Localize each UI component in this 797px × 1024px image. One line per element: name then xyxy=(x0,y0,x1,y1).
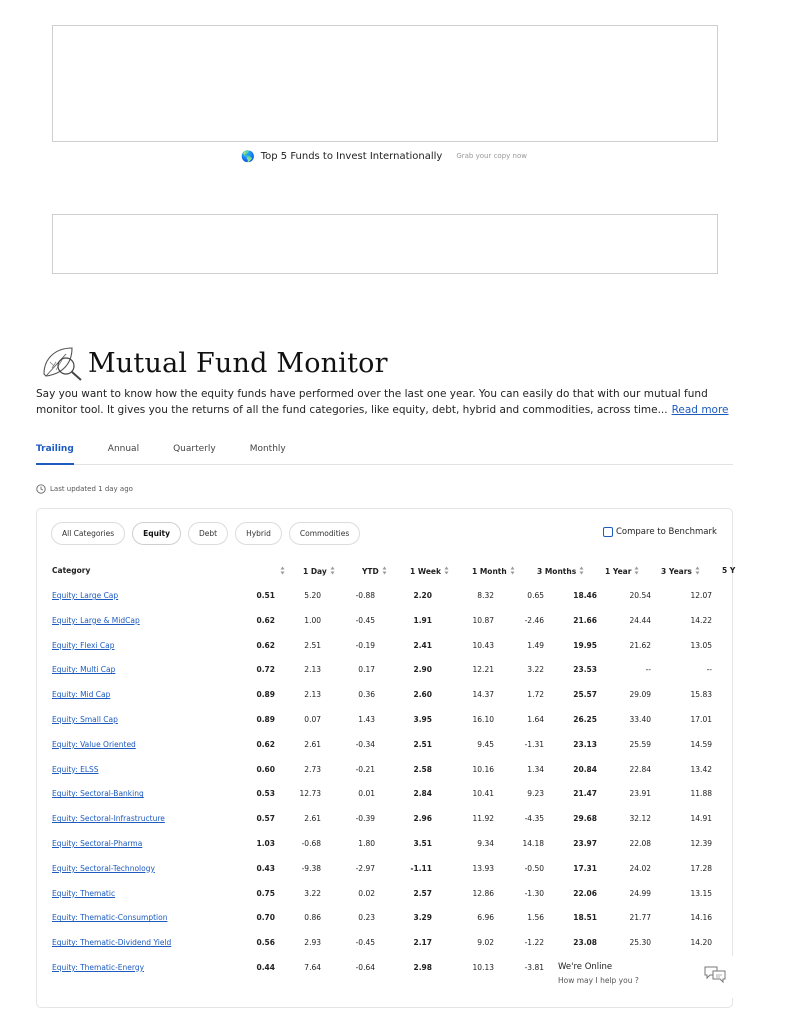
return-value: -0.68 xyxy=(301,838,321,848)
return-value: 11.92 xyxy=(472,814,494,824)
return-value: 24.99 xyxy=(629,888,651,898)
table-row xyxy=(37,733,797,758)
return-value: 0.75 xyxy=(256,888,275,898)
return-value: 9.34 xyxy=(477,838,494,848)
page-description xyxy=(36,386,736,418)
return-value: 0.53 xyxy=(256,789,275,799)
header-3-years[interactable] xyxy=(661,566,700,577)
table-row xyxy=(37,758,797,783)
sort-icon[interactable] xyxy=(444,566,449,577)
header-1-year-label: 1 Year xyxy=(605,567,632,576)
description-text: Say you want to know how the equity funds have performed over the last one year. You can easily do that with our mutual fund monitor tool. It gives you the returns of all the fund categories, like equity, debt, hybrid and commodities, across time... xyxy=(36,388,708,416)
return-value: 14.20 xyxy=(690,938,712,948)
return-value: -1.11 xyxy=(410,863,432,873)
filter-debt[interactable]: Debt xyxy=(188,522,228,545)
return-value: 2.73 xyxy=(304,764,321,774)
return-value: 0.02 xyxy=(358,888,375,898)
category-link[interactable]: Equity: Thematic xyxy=(52,888,116,898)
return-value: 0.86 xyxy=(304,913,321,923)
return-value: 17.31 xyxy=(573,863,597,873)
category-link[interactable]: Equity: Large & MidCap xyxy=(52,615,140,625)
category-link[interactable]: Equity: Flexi Cap xyxy=(52,640,115,650)
category-link[interactable]: Equity: ELSS xyxy=(52,764,99,774)
return-value: 0.89 xyxy=(256,714,275,724)
return-value: -0.21 xyxy=(355,764,375,774)
header-category-label: Category xyxy=(52,566,91,575)
return-value: 18.51 xyxy=(573,913,597,923)
return-value: 0.51 xyxy=(256,591,275,600)
tab-trailing[interactable]: Trailing xyxy=(36,440,74,465)
return-value: 1.91 xyxy=(413,615,432,625)
clock-icon xyxy=(36,484,46,494)
return-value: 2.51 xyxy=(304,640,321,650)
return-value: 29.68 xyxy=(573,814,597,824)
return-value: 0.62 xyxy=(256,739,275,749)
return-value: 26.25 xyxy=(573,714,597,724)
return-value: -2.46 xyxy=(524,615,544,625)
return-value: 29.09 xyxy=(629,690,651,700)
return-value: 1.34 xyxy=(527,764,544,774)
sort-icon[interactable] xyxy=(330,566,335,577)
return-value: 1.56 xyxy=(527,913,544,923)
category-filters xyxy=(51,522,360,545)
return-value: 9.45 xyxy=(477,739,494,749)
return-value: 25.57 xyxy=(573,690,597,700)
return-value: 2.96 xyxy=(413,814,432,824)
return-value: 20.84 xyxy=(573,764,597,774)
return-value: 0.70 xyxy=(256,913,275,923)
return-value: 13.42 xyxy=(690,764,712,774)
last-updated-text: Last updated 1 day ago xyxy=(50,485,133,493)
tab-annual[interactable]: Annual xyxy=(107,444,140,454)
return-value: 14.22 xyxy=(690,615,712,625)
return-value: 2.13 xyxy=(304,690,321,700)
category-link[interactable]: Equity: Thematic-Consumption xyxy=(52,913,168,923)
return-value: 17.01 xyxy=(690,714,712,724)
return-value: 1.03 xyxy=(256,838,275,848)
return-value: 2.60 xyxy=(413,690,432,700)
return-value: 11.88 xyxy=(690,789,712,799)
return-value: 3.22 xyxy=(304,888,321,898)
category-link[interactable]: Equity: Sectoral-Technology xyxy=(52,863,155,873)
category-link[interactable]: Equity: Sectoral-Pharma xyxy=(52,838,143,848)
table-row xyxy=(37,832,797,857)
filter-equity[interactable]: Equity xyxy=(132,522,181,545)
header-3-months[interactable] xyxy=(537,566,584,577)
return-value: 14.16 xyxy=(690,913,712,923)
globe-icon: 🌎 xyxy=(241,149,255,163)
promo-text[interactable]: Top 5 Funds to Invest Internationally xyxy=(260,150,443,162)
return-value: 17.28 xyxy=(690,863,712,873)
promo-cta[interactable]: Grab your copy now xyxy=(456,152,527,160)
return-value: 9.23 xyxy=(527,789,544,799)
table-row xyxy=(37,882,797,907)
return-value: 23.53 xyxy=(573,665,597,675)
return-value: 3.51 xyxy=(413,838,432,848)
return-value: 1.64 xyxy=(527,714,544,724)
return-value: 25.59 xyxy=(629,739,651,749)
return-value: 0.62 xyxy=(256,640,275,650)
return-value: 1.72 xyxy=(527,690,544,700)
page-title: Mutual Fund Monitor xyxy=(88,347,388,379)
header-5-years[interactable] xyxy=(722,566,735,575)
header-1-month[interactable] xyxy=(472,566,515,577)
category-link[interactable]: Equity: Large Cap xyxy=(52,591,119,600)
sort-icon[interactable] xyxy=(634,566,639,577)
return-value: 12.73 xyxy=(299,789,321,799)
header-5-years-label: 5 Y xyxy=(722,566,736,575)
return-value: 2.90 xyxy=(413,665,432,675)
table-row xyxy=(37,857,797,882)
category-link[interactable]: Equity: Thematic-Dividend Yield xyxy=(52,938,172,948)
return-value: 19.95 xyxy=(573,640,597,650)
header-1-day-label: 1 Day xyxy=(303,567,327,576)
category-link[interactable]: Equity: Multi Cap xyxy=(52,665,116,675)
return-value: 2.57 xyxy=(413,888,432,898)
return-value: -0.50 xyxy=(524,863,544,873)
filter-commodities[interactable]: Commodities xyxy=(289,522,360,545)
return-value: 22.84 xyxy=(629,764,651,774)
return-value: 0.36 xyxy=(358,690,375,700)
return-value: 23.08 xyxy=(573,938,597,948)
table-row xyxy=(37,708,797,733)
return-value: 14.59 xyxy=(690,739,712,749)
table-header xyxy=(37,556,797,584)
return-value: 21.66 xyxy=(573,615,597,625)
return-value: 20.54 xyxy=(629,591,651,600)
category-link[interactable]: Equity: Sectoral-Infrastructure xyxy=(52,814,165,824)
category-link[interactable]: Equity: Thematic-Energy xyxy=(52,962,145,972)
return-value: 0.56 xyxy=(256,938,275,948)
return-value: 1.00 xyxy=(304,615,321,625)
chat-widget[interactable] xyxy=(551,956,734,998)
return-value: 10.41 xyxy=(472,789,494,799)
return-value: 1.43 xyxy=(358,714,375,724)
return-value: 10.13 xyxy=(472,962,494,972)
tab-quarterly[interactable]: Quarterly xyxy=(173,444,216,454)
return-value: 2.58 xyxy=(413,764,432,774)
sort-icon[interactable] xyxy=(695,566,700,577)
return-value: 0.23 xyxy=(358,913,375,923)
return-value: 0.60 xyxy=(256,764,275,774)
return-value: 21.77 xyxy=(629,913,651,923)
return-value: -0.45 xyxy=(355,938,375,948)
return-value: -3.81 xyxy=(524,962,544,972)
return-value: -0.39 xyxy=(355,814,375,824)
return-value: 24.02 xyxy=(629,863,651,873)
header-1-year[interactable] xyxy=(605,566,639,577)
return-value: 2.61 xyxy=(304,814,321,824)
return-value: 2.98 xyxy=(413,962,432,972)
return-value: 0.01 xyxy=(358,789,375,799)
return-value: 0.62 xyxy=(256,615,275,625)
compare-label: Compare to Benchmark xyxy=(616,527,717,537)
table-row xyxy=(37,931,797,956)
return-value: -1.31 xyxy=(524,739,544,749)
return-value: 22.08 xyxy=(629,838,651,848)
return-value: 10.43 xyxy=(472,640,494,650)
table-row xyxy=(37,584,797,609)
return-value: 32.12 xyxy=(629,814,651,824)
table-row xyxy=(37,906,797,931)
return-value: 14.37 xyxy=(472,690,494,700)
header-category xyxy=(52,566,90,575)
sort-icon[interactable] xyxy=(510,566,515,577)
return-value: 14.18 xyxy=(522,838,544,848)
return-value: 33.40 xyxy=(629,714,651,724)
sort-icon[interactable] xyxy=(382,566,387,577)
header-1-day[interactable] xyxy=(303,566,335,577)
tab-monthly[interactable]: Monthly xyxy=(249,444,286,454)
return-value: 3.22 xyxy=(527,665,544,675)
return-value: 8.32 xyxy=(477,591,494,600)
return-value: 0.07 xyxy=(304,714,321,724)
ad-banner-top[interactable] xyxy=(52,25,718,142)
return-value: 16.10 xyxy=(472,714,494,724)
return-value: 0.89 xyxy=(256,690,275,700)
header-ytd-label: YTD xyxy=(362,567,379,576)
return-value: 23.91 xyxy=(629,789,651,799)
return-value: -1.30 xyxy=(524,888,544,898)
header-ytd[interactable] xyxy=(362,566,387,577)
table-row xyxy=(37,782,797,807)
return-value: 24.44 xyxy=(629,615,651,625)
table-row xyxy=(37,807,797,832)
return-value: 6.96 xyxy=(477,913,494,923)
return-value: 0.17 xyxy=(358,665,375,675)
return-value: 0.43 xyxy=(256,863,275,873)
return-value: -2.97 xyxy=(355,863,375,873)
sort-icon[interactable] xyxy=(579,566,584,577)
return-value: 2.17 xyxy=(413,938,432,948)
return-value: 23.97 xyxy=(573,838,597,848)
return-value: -0.64 xyxy=(355,962,375,972)
category-link[interactable]: Equity: Mid Cap xyxy=(52,690,111,700)
return-value: -- xyxy=(645,665,651,675)
return-value: 22.06 xyxy=(573,888,597,898)
category-link[interactable]: Equity: Small Cap xyxy=(52,714,118,724)
return-value: 21.62 xyxy=(629,640,651,650)
return-value: 2.41 xyxy=(413,640,432,650)
chat-status: We're Online xyxy=(558,962,613,972)
return-value: -0.45 xyxy=(355,615,375,625)
page-header xyxy=(38,343,388,383)
return-value: 13.93 xyxy=(472,863,494,873)
read-more-link[interactable]: Read more xyxy=(671,404,729,416)
return-value: 7.64 xyxy=(304,962,321,972)
return-value: 2.93 xyxy=(304,938,321,948)
return-value: 18.46 xyxy=(573,591,597,600)
return-value: 25.30 xyxy=(629,938,651,948)
last-updated xyxy=(36,484,133,494)
table-row xyxy=(37,634,797,659)
header-1-week[interactable] xyxy=(410,566,449,577)
table-body xyxy=(37,584,797,981)
table-row xyxy=(37,683,797,708)
return-value: 21.47 xyxy=(573,789,597,799)
return-value: 10.16 xyxy=(472,764,494,774)
filter-all-categories[interactable]: All Categories xyxy=(51,522,125,545)
chat-bubbles-icon[interactable] xyxy=(703,964,727,984)
return-value: 0.72 xyxy=(256,665,275,675)
returns-table xyxy=(37,556,797,981)
header-1-week-label: 1 Week xyxy=(410,567,441,576)
return-value: 0.57 xyxy=(256,814,275,824)
fund-monitor-card xyxy=(36,508,736,1008)
return-value: 3.95 xyxy=(413,714,432,724)
return-value: 12.39 xyxy=(690,838,712,848)
return-value: 0.44 xyxy=(256,962,275,972)
return-value: 12.07 xyxy=(690,591,712,600)
header-sort[interactable] xyxy=(277,566,285,577)
table-row xyxy=(37,658,797,683)
return-value: 9.02 xyxy=(477,938,494,948)
return-value: -9.38 xyxy=(301,863,321,873)
return-value: -0.88 xyxy=(355,591,375,600)
compare-checkbox[interactable] xyxy=(603,527,613,537)
return-value: 12.21 xyxy=(472,665,494,675)
return-value: -0.19 xyxy=(355,640,375,650)
return-value: 1.80 xyxy=(358,838,375,848)
category-link[interactable]: Equity: Sectoral-Banking xyxy=(52,789,144,799)
return-value: 2.61 xyxy=(304,739,321,749)
period-tabs xyxy=(36,440,733,465)
return-value: 2.20 xyxy=(413,591,432,600)
sort-icon[interactable] xyxy=(280,566,285,577)
chat-prompt: How may I help you ? xyxy=(558,976,639,985)
category-link[interactable]: Equity: Value Oriented xyxy=(52,739,136,749)
ad-banner-middle[interactable] xyxy=(52,214,718,274)
return-value: 12.86 xyxy=(472,888,494,898)
return-value: 2.13 xyxy=(304,665,321,675)
return-value: 1.49 xyxy=(527,640,544,650)
return-value: 14.91 xyxy=(690,814,712,824)
filter-hybrid[interactable]: Hybrid xyxy=(235,522,282,545)
return-value: 2.84 xyxy=(413,789,432,799)
return-value: 0.65 xyxy=(527,591,544,600)
return-value: 2.51 xyxy=(413,739,432,749)
return-value: 10.87 xyxy=(472,615,494,625)
header-3-years-label: 3 Years xyxy=(661,567,692,576)
magnifier-leaf-icon xyxy=(38,344,84,382)
return-value: 13.15 xyxy=(690,888,712,898)
return-value: 3.29 xyxy=(413,913,432,923)
return-value: 23.13 xyxy=(573,739,597,749)
return-value: 15.83 xyxy=(690,690,712,700)
promo-bar[interactable] xyxy=(0,149,768,163)
return-value: -- xyxy=(706,665,712,675)
header-3-months-label: 3 Months xyxy=(537,567,577,576)
return-value: 13.05 xyxy=(690,640,712,650)
compare-benchmark[interactable] xyxy=(603,527,717,537)
return-value: 5.20 xyxy=(304,591,321,600)
return-value: -4.35 xyxy=(524,814,544,824)
header-1-month-label: 1 Month xyxy=(472,567,507,576)
table-row xyxy=(37,609,797,634)
return-value: -0.34 xyxy=(355,739,375,749)
return-value: -1.22 xyxy=(524,938,544,948)
